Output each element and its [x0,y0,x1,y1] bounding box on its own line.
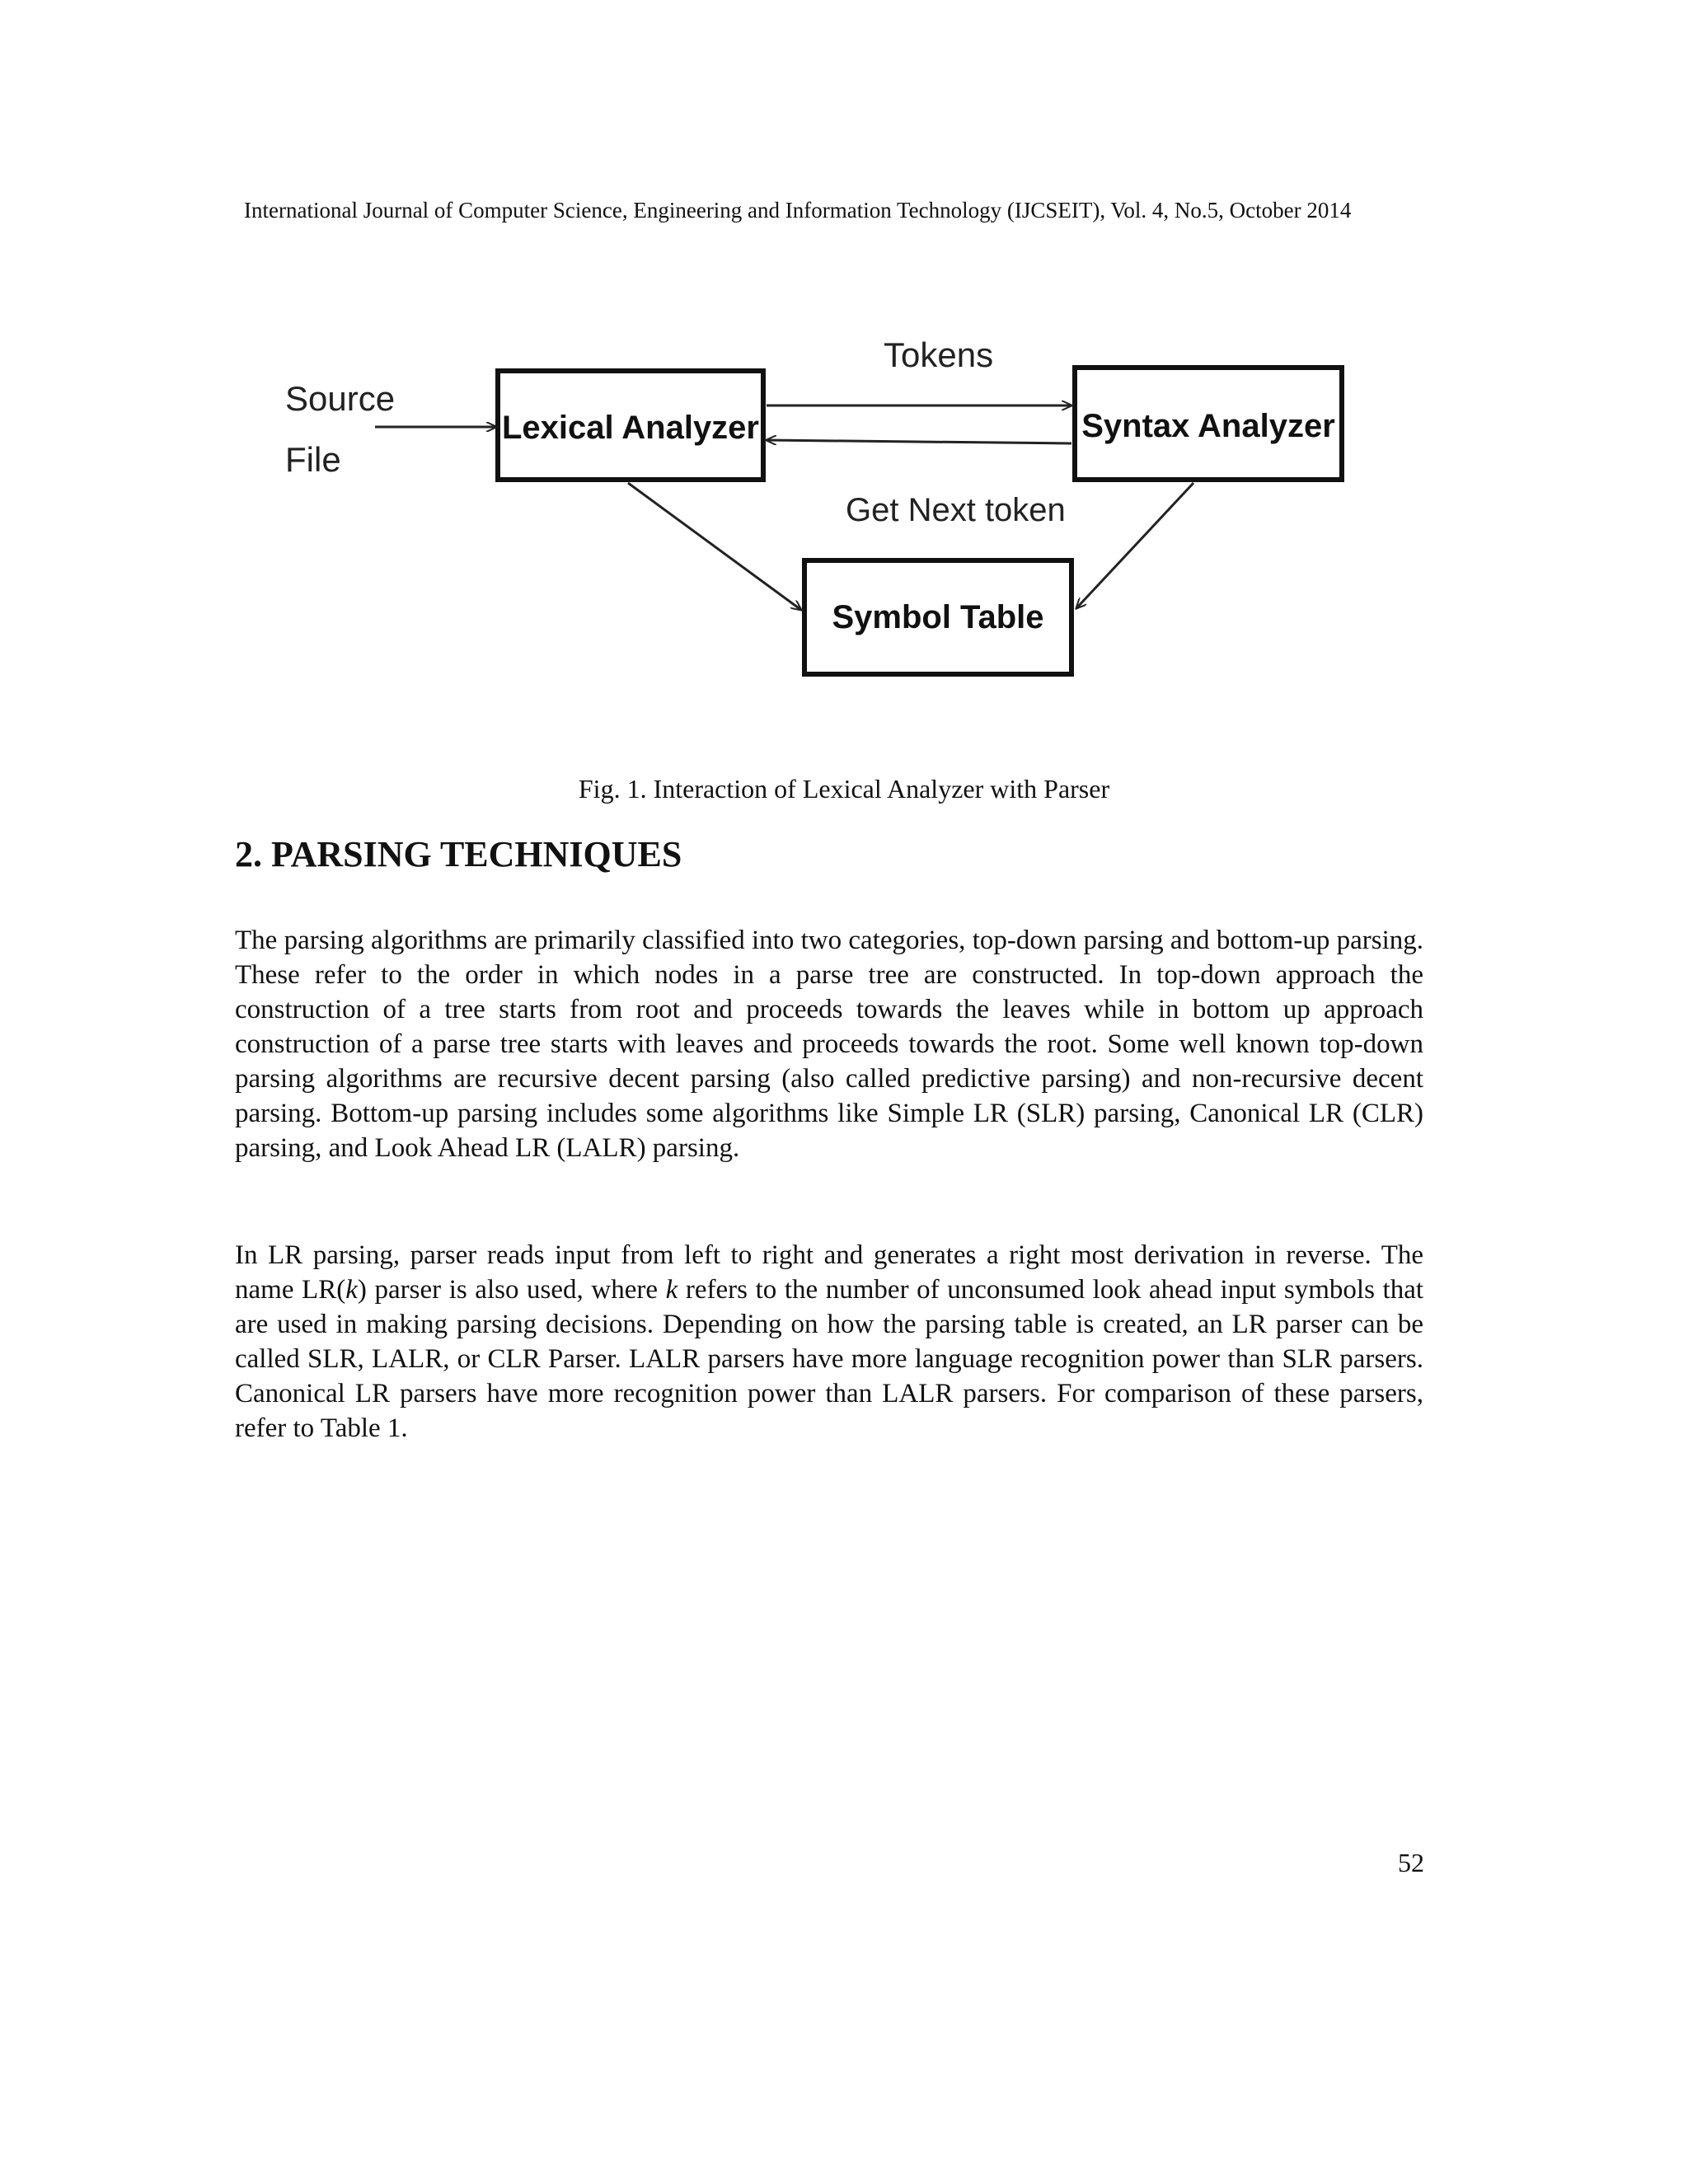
source-label-line1: Source [285,379,396,418]
paragraph-lr-parsing [235,1238,1423,1446]
symbol-table-label: Symbol Table [832,599,1044,635]
syntax-to-symbol-table-arrow [1076,483,1193,608]
page-number: 52 [1398,1848,1424,1877]
paragraph-parsing-classification: The parsing algorithms are primarily classified into two categories, top-down parsing and bottom-up parsing. These refer to the order in which nodes in a parse tree are constructed. In top-down approach the construction of a tree starts from root and proceeds towards the leaves while in bottom up approach construction of a parse tree starts with leaves and proceeds towards the root. Some well known top-down parsing algorithms are recursive decent parsing (also called predictive parsing) and non-recursive decent parsing. Bottom-up parsing includes some algorithms like Simple LR (SLR) parsing, Canonical LR (CLR) parsing, and Look Ahead LR (LALR) parsing. [235,926,1423,1163]
paragraph2-text-part2: ) parser is also used, where [357,1275,666,1305]
k-italic-1: k [345,1275,358,1305]
symbol-table-box [804,560,1071,674]
lexer-to-symbol-table-arrow [628,483,801,610]
syntax-analyzer-label: Syntax Analyzer [1081,408,1335,444]
diagram-svg [272,330,1385,692]
syntax-analyzer-box [1075,368,1342,480]
source-label-line2: File [285,440,341,479]
figure-lexer-parser-diagram [272,330,1385,692]
k-italic-2: k [665,1275,678,1305]
section-heading: 2. PARSING TECHNIQUES [235,834,682,874]
figure-caption: Fig. 1. Interaction of Lexical Analyzer with Parser [578,774,1110,804]
paragraph2-text-part1: In LR parsing, parser reads input from left to right and generates a right most derivation in reverse. The name LR( [235,1240,1423,1305]
get-next-token-label: Get Next token [846,492,1066,528]
get-next-token-arrow [767,440,1071,443]
lexical-analyzer-box [498,371,763,480]
lexical-analyzer-label: Lexical Analyzer [501,410,760,446]
running-header: International Journal of Computer Science, Engineering and Information Technology (IJCSEIT), Vol. 4, No.5, October 2014 [244,198,1352,223]
tokens-label: Tokens [884,335,994,374]
paragraph2-text-part3: refers to the number of unconsumed look ahead input symbols that are used in making parsing decisions. Depending on how the parsing table is created, an LR parser can be called SLR, LALR, or CLR Parser. LALR parsers have more language recognition power than SLR parsers. Canonical LR parsers have more recognition power than LALR parsers. For comparison of these parsers, refer to Table 1. [235,1275,1424,1443]
